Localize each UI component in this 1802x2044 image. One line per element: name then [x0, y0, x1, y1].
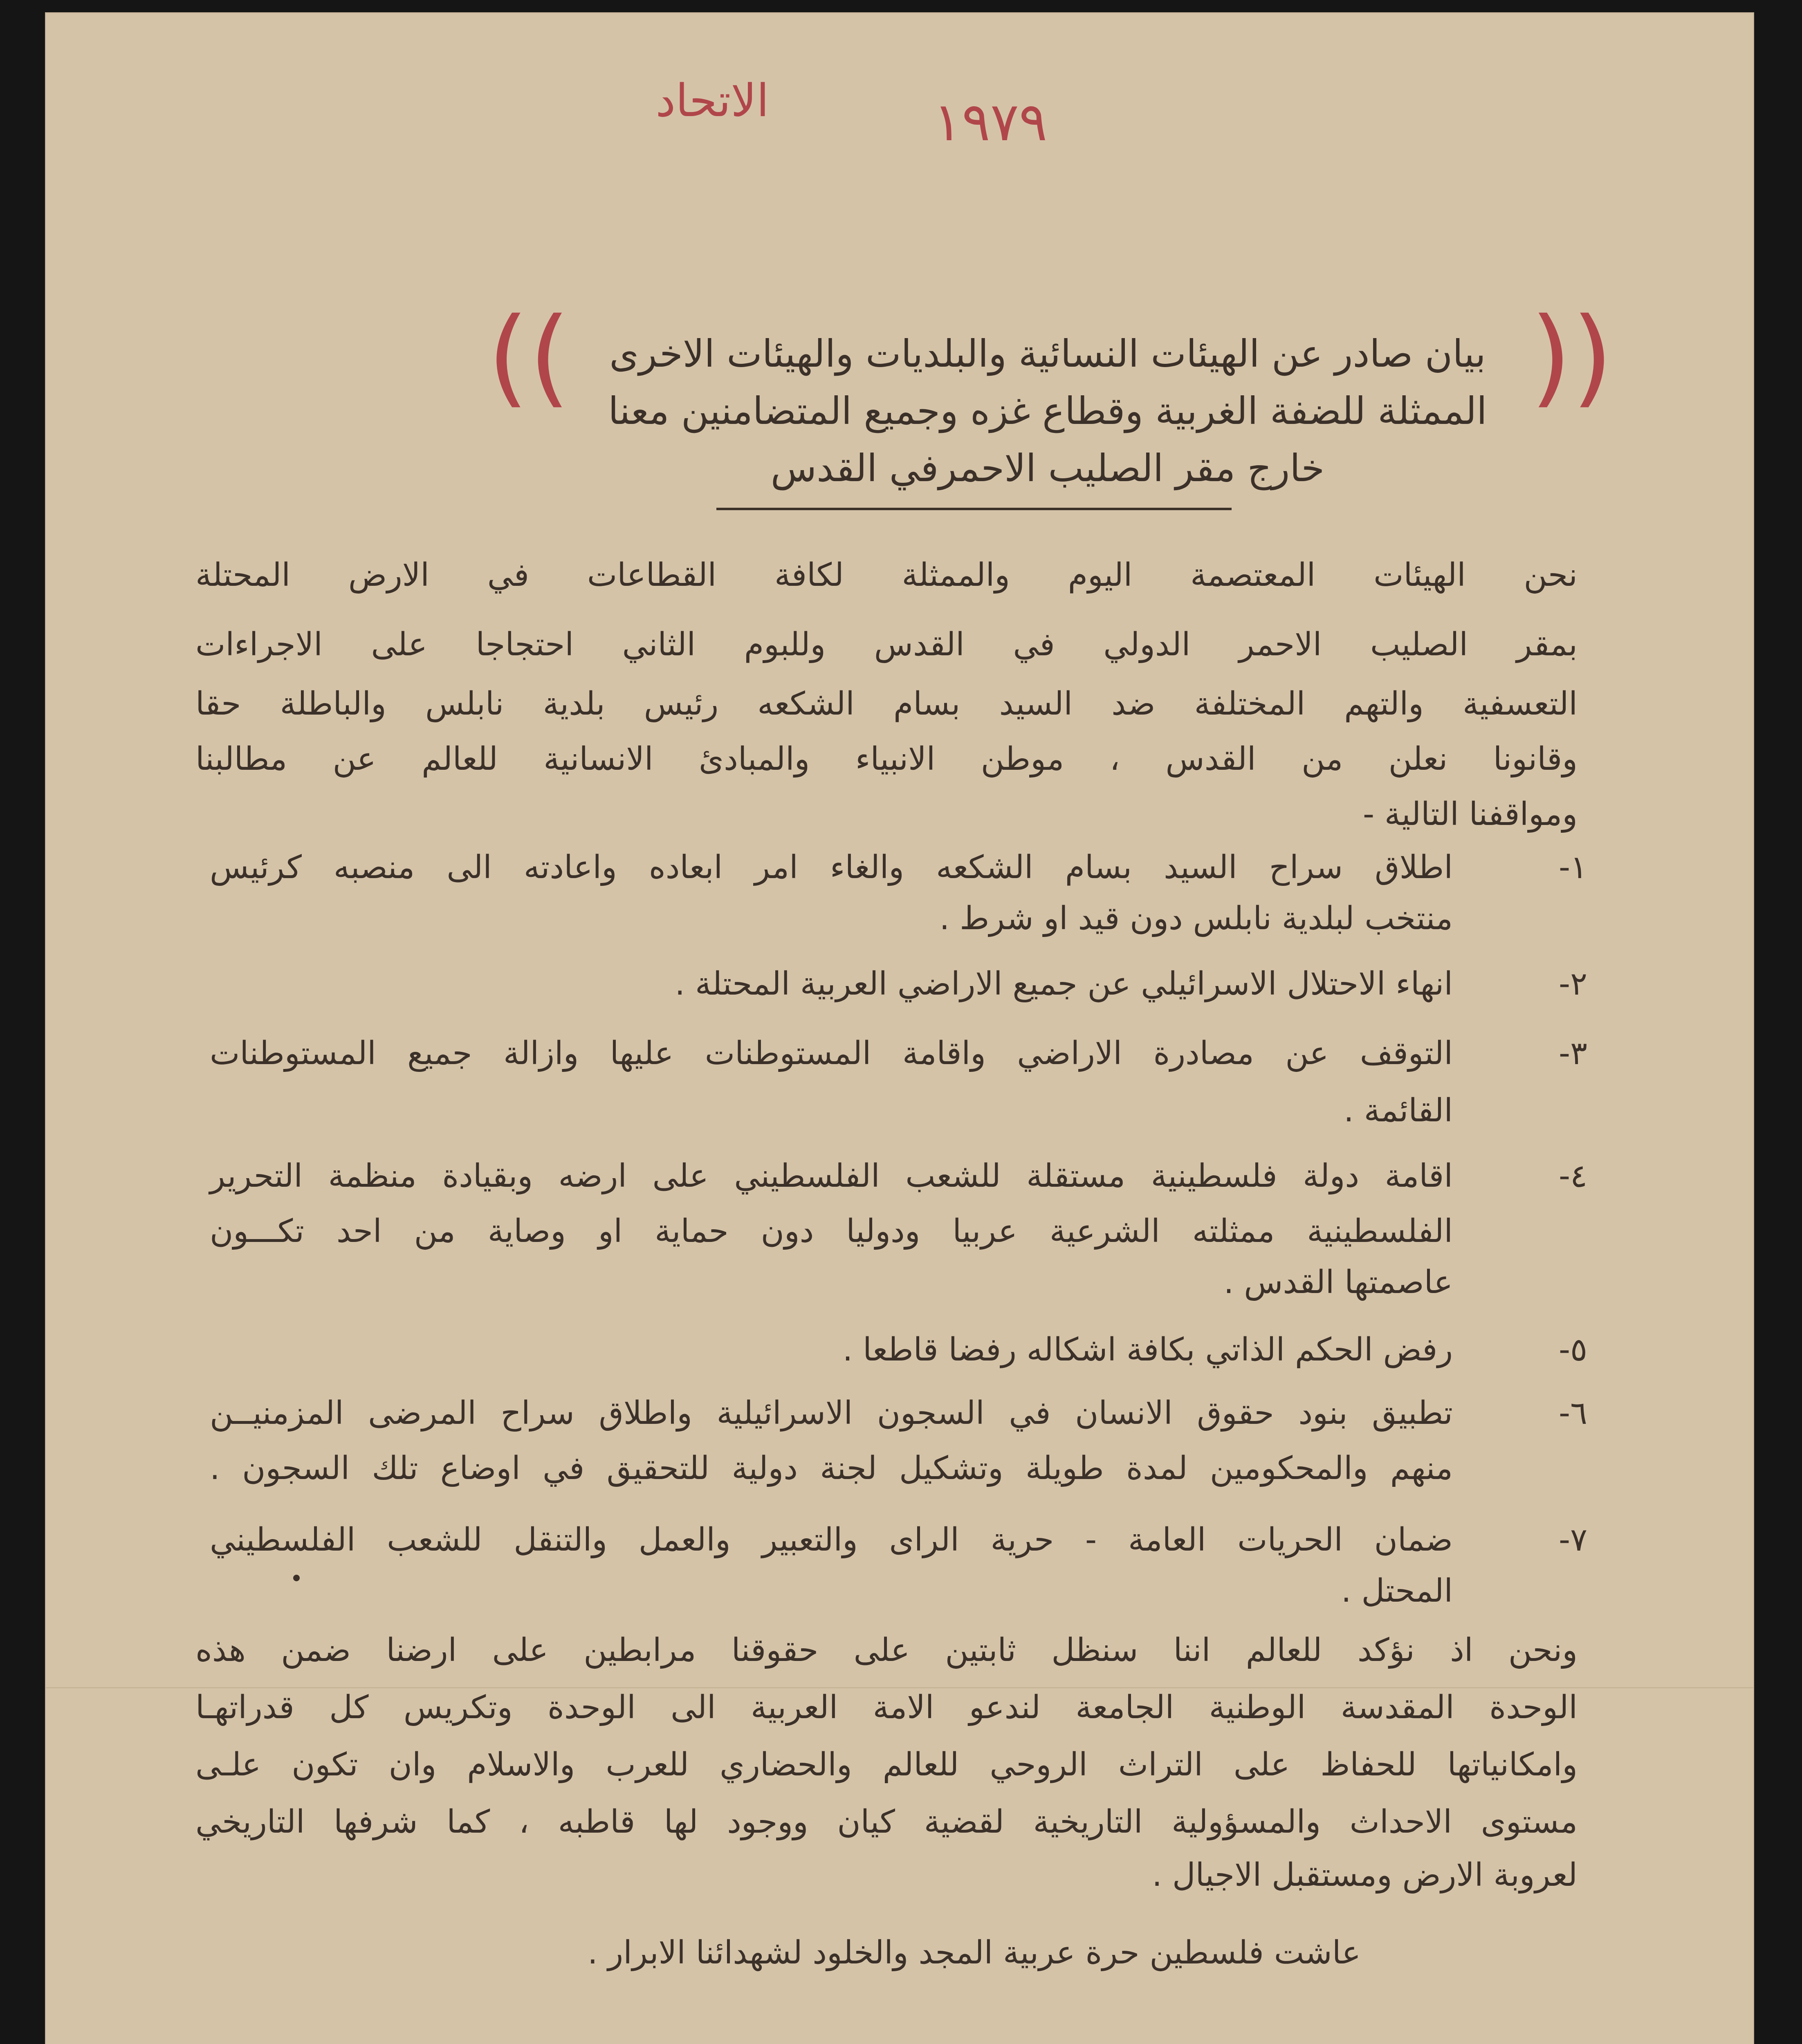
document-page [45, 12, 1754, 2044]
demand-number: ٣- [1558, 1035, 1587, 1072]
demand-text: ضمان الحريات العامة - حرية الراى والتعبير والعمل والتنقل للشعب الفلسطيني [210, 1522, 1453, 1558]
heading-line-1: بيان صادر عن الهيئات النسائية والبلديات والهيئات الاخرى [609, 332, 1486, 376]
intro-line: التعسفية والتهم المختلفة ضد السيد بسام الشكعه رئيس بلدية نابلس والباطلة حقا [195, 686, 1578, 722]
heading-open-paren: (( [487, 295, 570, 419]
demand-text: القائمة . [1344, 1092, 1453, 1129]
heading-line-3: خارج مقر الصليب الاحمرفي القدس [770, 446, 1325, 490]
heading-underline [716, 508, 1232, 510]
demand-number: ٧- [1558, 1522, 1587, 1558]
demand-number: ٢- [1558, 966, 1587, 1002]
demand-number: ٥- [1558, 1331, 1587, 1368]
intro-line: وقانونا نعلن من القدس ، موطن الانبياء والمبادئ الانسانية للعالم عن مطالبنا [195, 741, 1578, 778]
demand-text: منتخب لبلدية نابلس دون قيد او شرط . [939, 900, 1453, 937]
slogan: عاشت فلسطين حرة عربية المجد والخلود لشهدائنا الابرار . [587, 1934, 1361, 1971]
ink-mark [293, 1575, 300, 1581]
closing-line: الوحدة المقدسة الوطنية الجامعة لندعو الامة العربية الى الوحدة وتكريس كل قدراتهـا [195, 1689, 1578, 1726]
demand-text: الفلسطينية ممثلته الشرعية عربيا ودوليا دون حماية او وصاية من احد تكـــون [210, 1213, 1453, 1250]
intro-line: نحن الهيئات المعتصمة اليوم والممثلة لكافة القطاعات في الارض المحتلة [195, 557, 1578, 594]
demand-text: تطبيق بنود حقوق الانسان في السجون الاسرائيلية واطلاق سراح المرضى المزمنيــن [210, 1395, 1453, 1432]
closing-line: ونحن اذ نؤكد للعالم اننا سنظل ثابتين على حقوقنا مرابطين على ارضنا ضمن هذه [195, 1632, 1578, 1669]
intro-line: ومواقفنا التالية - [1362, 796, 1578, 833]
fold-line [46, 1687, 1753, 1688]
handwritten-note: الاتحاد [655, 74, 769, 127]
demand-text: رفض الحكم الذاتي بكافة اشكاله رفضا قاطعا . [842, 1331, 1453, 1368]
heading-close-paren: )) [1530, 295, 1613, 419]
demand-text: التوقف عن مصادرة الاراضي واقامة المستوطنات عليها وازالة جميع المستوطنات [210, 1035, 1453, 1072]
demand-text: المحتل . [1341, 1573, 1453, 1609]
demand-text: اقامة دولة فلسطينية مستقلة للشعب الفلسطيني على ارضه وبقيادة منظمة التحرير [210, 1158, 1453, 1195]
closing-line: وامكانياتها للحفاظ على التراث الروحي للعالم والحضاري للعرب والاسلام وان تكون علـى [195, 1746, 1578, 1783]
demand-text: اطلاق سراح السيد بسام الشكعه والغاء امر ابعاده واعادته الى منصبه كرئيس [210, 849, 1453, 886]
demand-number: ٦- [1558, 1395, 1587, 1432]
closing-line: لعروبة الارض ومستقبل الاجيال . [1152, 1857, 1578, 1894]
intro-line: بمقر الصليب الاحمر الدولي في القدس وللبوم الثاني احتجاجا على الاجراءات [195, 626, 1578, 663]
demand-number: ١- [1558, 849, 1587, 886]
heading-line-2: الممثلة للضفة الغربية وقطاع غزه وجميع المتضامنين معنا [608, 389, 1487, 433]
demand-text: انهاء الاحتلال الاسرائيلي عن جميع الاراضي العربية المحتلة . [675, 966, 1453, 1002]
demand-text: منهم والمحكومين لمدة طويلة وتشكيل لجنة دولية للتحقيق في اوضاع تلك السجون . [210, 1450, 1453, 1487]
demand-number: ٤- [1558, 1158, 1587, 1195]
demand-text: عاصمتها القدس . [1223, 1264, 1453, 1301]
handwritten-year: ١٩٧٩ [933, 91, 1048, 153]
closing-line: مستوى الاحداث والمسؤولية التاريخية لقضية كيان ووجود لها قاطبه ، كما شرفها التاريخي [195, 1804, 1578, 1840]
